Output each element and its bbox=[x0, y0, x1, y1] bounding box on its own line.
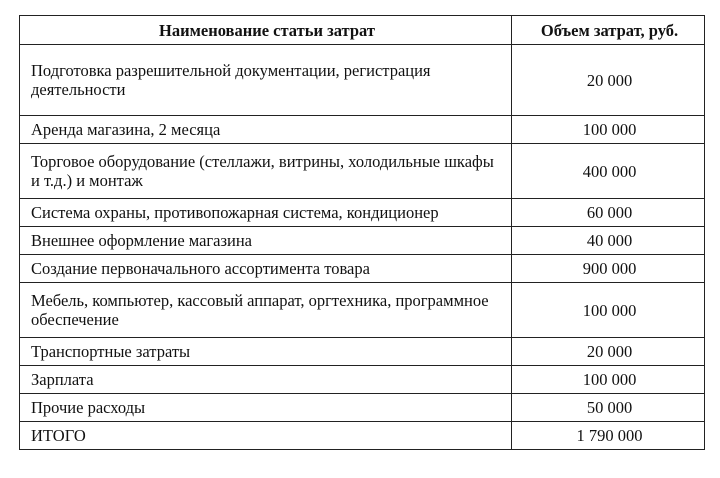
row-amount: 60 000 bbox=[512, 199, 705, 227]
row-item-name: Транспортные затраты bbox=[20, 338, 512, 366]
table-row bbox=[20, 116, 705, 144]
total-label: ИТОГО bbox=[20, 422, 512, 450]
table-row bbox=[20, 227, 705, 255]
table-row bbox=[20, 283, 705, 338]
table-row bbox=[20, 45, 705, 116]
table-row bbox=[20, 338, 705, 366]
row-amount: 900 000 bbox=[512, 255, 705, 283]
cost-table bbox=[19, 15, 705, 450]
table-row bbox=[20, 199, 705, 227]
row-item-name: Зарплата bbox=[20, 366, 512, 394]
row-amount: 40 000 bbox=[512, 227, 705, 255]
header-item-name: Наименование статьи затрат bbox=[20, 16, 512, 45]
row-item-name: Аренда магазина, 2 месяца bbox=[20, 116, 512, 144]
row-amount: 20 000 bbox=[512, 45, 705, 116]
row-item-name: Внешнее оформление магазина bbox=[20, 227, 512, 255]
total-row bbox=[20, 422, 705, 450]
row-amount: 100 000 bbox=[512, 366, 705, 394]
row-amount: 100 000 bbox=[512, 283, 705, 338]
header-amount: Объем затрат, руб. bbox=[512, 16, 705, 45]
row-amount: 20 000 bbox=[512, 338, 705, 366]
row-item-name: Мебель, компьютер, кассовый аппарат, оргтехника, программное обеспечение bbox=[20, 283, 512, 338]
row-item-name: Торговое оборудование (стеллажи, витрины, холодильные шкафы и т.д.) и монтаж bbox=[20, 144, 512, 199]
row-amount: 400 000 bbox=[512, 144, 705, 199]
row-item-name: Прочие расходы bbox=[20, 394, 512, 422]
row-amount: 100 000 bbox=[512, 116, 705, 144]
row-item-name: Создание первоначального ассортимента товара bbox=[20, 255, 512, 283]
table-row bbox=[20, 394, 705, 422]
table-row bbox=[20, 144, 705, 199]
row-item-name: Система охраны, противопожарная система, кондиционер bbox=[20, 199, 512, 227]
row-amount: 50 000 bbox=[512, 394, 705, 422]
table-row bbox=[20, 255, 705, 283]
header-row bbox=[20, 16, 705, 45]
row-item-name: Подготовка разрешительной документации, регистрация деятельности bbox=[20, 45, 512, 116]
total-amount: 1 790 000 bbox=[512, 422, 705, 450]
table-row bbox=[20, 366, 705, 394]
